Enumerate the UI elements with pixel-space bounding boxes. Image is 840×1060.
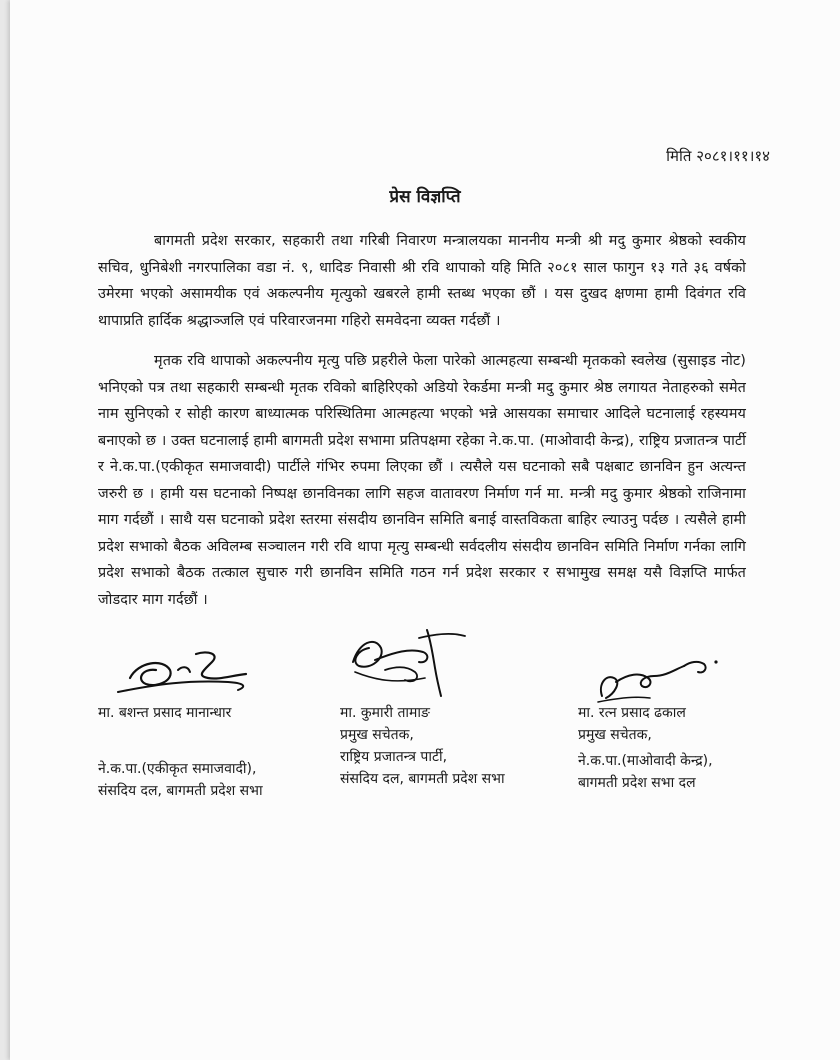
signatory-3	[578, 702, 713, 794]
paragraph-1: बागमती प्रदेश सरकार, सहकारी तथा गरिबी निवारण मन्त्रालयका माननीय मन्त्री श्री मदु कुमार श्रेष्ठको स्वकीय सचिव, धुनिबेशी नगरपालिका वडा नं. ९, धादिङ निवासी श्री रवि थापाको यहि मिति २०८१ साल फागुन १३ गते ३६ वर्षको उमेरमा भएको असामयीक एवं अकल्पनीय मृत्युको खबरले हामी स्तब्ध भएका छौं । यस दुखद क्षणमा हामी दिवंगत रवि थापाप्रति हार्दिक श्रद्धाञ्जलि एवं परिवारजनमा गहिरो समवेदना व्यक्त गर्दछौं ।	[98, 233, 746, 329]
press-release-page	[10, 0, 840, 1060]
signatory-2	[340, 702, 505, 790]
paragraph-2: मृतक रवि थापाको अकल्पनीय मृत्यु पछि प्रहरीले फेला पारेको आत्महत्या सम्बन्धी मृतकको स्वलेख (सुसाइड नोट) भनिएको पत्र तथा सहकारी सम्बन्धी मृतक रविको बाहिरिएको अडियो रेकर्डमा मन्त्री मदु कुमार श्रेष्ठ लगायत नेताहरुको समेत नाम सुनिएको र सोही कारण बाध्यात्मक परिस्थितिमा आत्महत्या भएको भन्ने आसयका समाचार आदिले घटनालाई रहस्यमय बनाएको छ । उक्त घटनालाई हामी बागमती प्रदेश सभामा प्रतिपक्षमा रहेका ने.क.पा. (माओवादी केन्द्र), राष्ट्रिय प्रजातन्त्र पार्टी र ने.क.पा.(एकीकृत समाजवादी) पार्टीले गंभिर रुपमा लिएका छौं । त्यसैले यस घटनाको सबै पक्षबाट छानविन हुन अत्यन्त जरुरी छ । हामी यस घटनाको निष्पक्ष छानविनका लागि सहज वातावरण निर्माण गर्न मा. मन्त्री मदु कुमार श्रेष्ठको राजिनामा माग गर्दछौं । साथै यस घटनाको प्रदेश स्तरमा संसदीय छानविन समिति बनाई वास्तविकता बाहिर ल्याउनु पर्दछ । त्यसैले हामी प्रदेश सभाको बैठक अविलम्ब सञ्चालन गरी रवि थापा मृत्यु सम्बन्धी सर्वदलीय संसदीय छानविन समिति निर्माण गर्नका लागि प्रदेश सभाको बैठक तत्काल सुचारु गरी छानविन समिति गठन गर्न प्रदेश सरकार र सभामुख समक्ष यसै विज्ञप्ति मार्फत जोडदार माग गर्दछौं ।	[98, 353, 746, 608]
signature-3	[588, 648, 728, 708]
document-body	[98, 228, 746, 627]
signatory-party: ने.क.पा.(माओवादी केन्द्र),	[578, 753, 713, 769]
signatory-group: संसदिय दल, बागमती प्रदेश सभा	[340, 771, 505, 787]
document-title: प्रेस विज्ञप्ति	[389, 187, 461, 207]
signatory-name: मा. रत्न प्रसाद ढकाल	[578, 705, 686, 721]
signatory-role	[98, 724, 263, 746]
signatory-name: मा. बशन्त प्रसाद मानान्धार	[98, 705, 232, 721]
signature-2	[335, 622, 475, 702]
signature-1	[108, 640, 268, 705]
signatory-party: ने.क.पा.(एकीकृत समाजवादी),	[98, 761, 257, 777]
signatory-1	[98, 702, 263, 802]
signatory-name: मा. कुमारी तामाङ	[340, 705, 430, 721]
signatory-group: संसदिय दल, बागमती प्रदेश सभा	[98, 783, 263, 799]
signatory-group: बागमती प्रदेश सभा दल	[578, 775, 696, 791]
signatory-role: प्रमुख सचेतक,	[578, 727, 652, 743]
signatory-party: राष्ट्रिय प्रजातन्त्र पार्टी,	[340, 749, 448, 765]
signatory-role: प्रमुख सचेतक,	[340, 727, 414, 743]
document-date: मिति २०८१।११।१४	[666, 147, 770, 165]
